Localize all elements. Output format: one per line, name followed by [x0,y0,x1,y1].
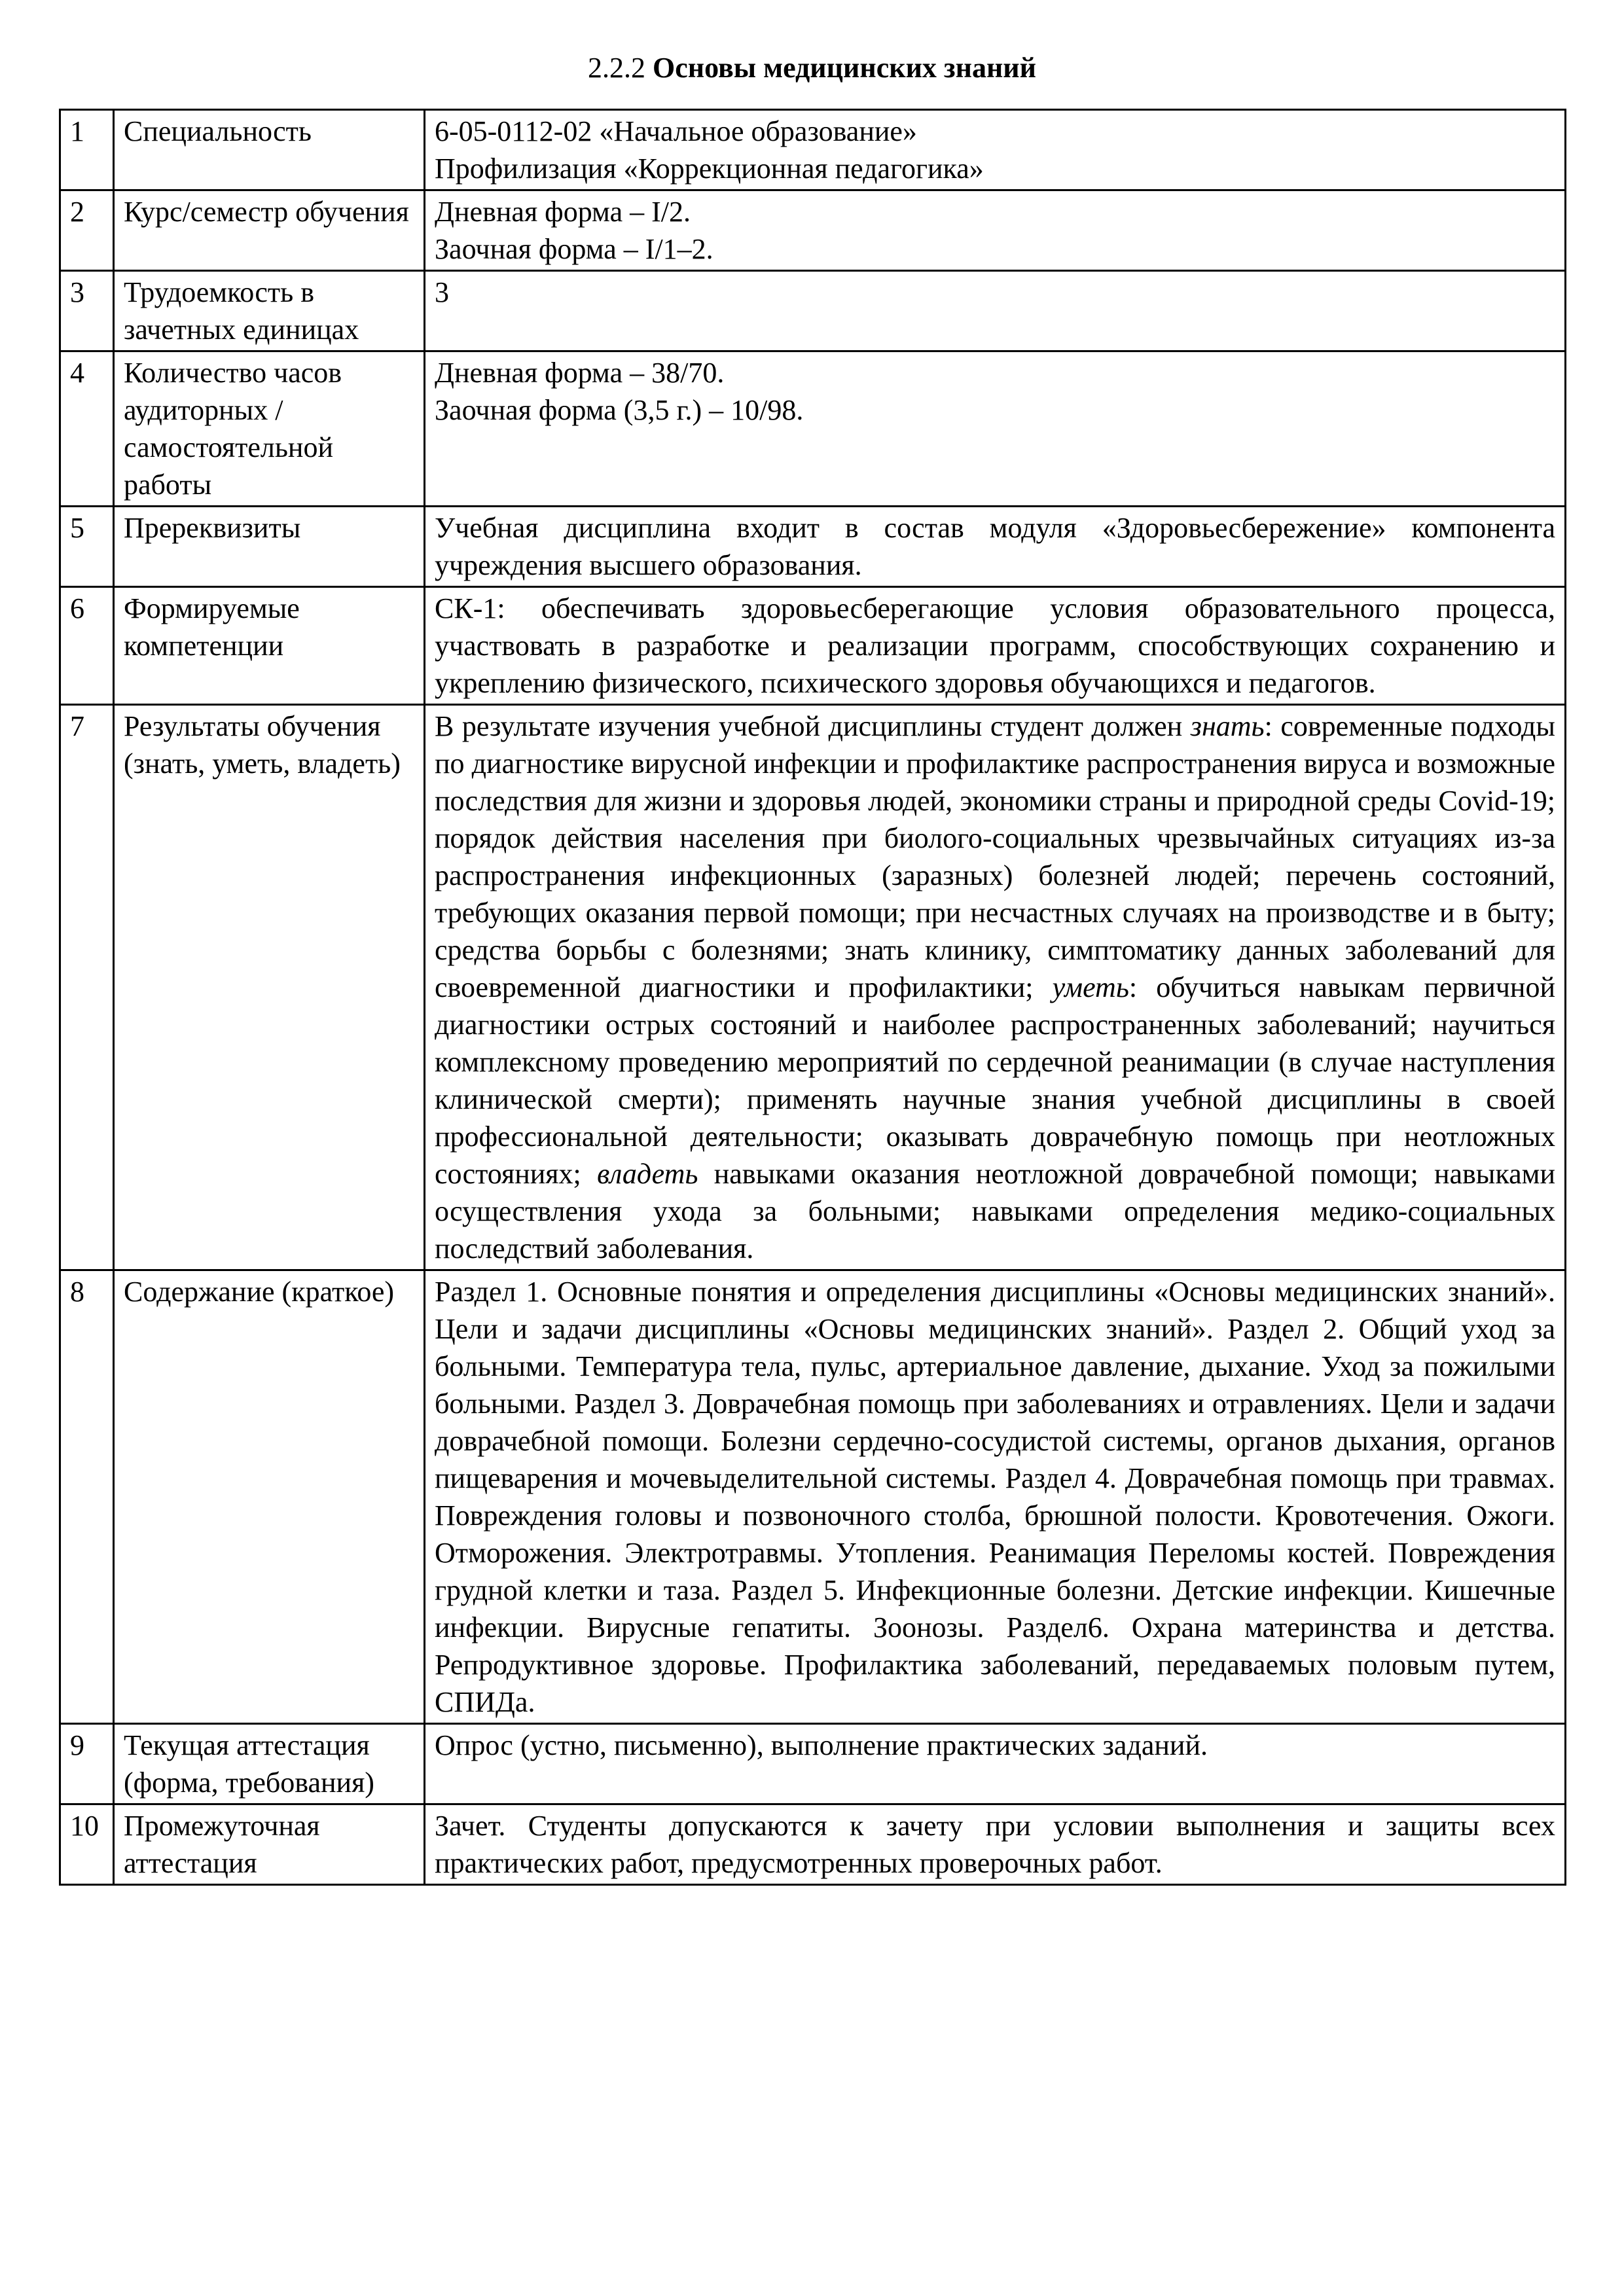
table-row [60,110,1566,190]
table-row [60,705,1566,1270]
row-label: Курс/семестр обучения [114,190,425,271]
row-value [425,705,1566,1270]
row-number: 2 [60,190,114,271]
row-label: Трудоемкость в зачетных единицах [114,271,425,351]
results-text: : современные подходы по диагностике вирусной инфекции и профилактике распространения вируса и возможные последствия для жизни и здоровья людей, экономики страны и природной среды Covid-19; порядок действия населения при биолого-социальных чрезвычайных ситуациях из-за распространения инфекционных (заразных) болезней людей; перечень состояний, требующих оказания первой помощи; при несчастных случаях на производстве и в быту; средства борьбы с болезнями; знать клинику, симптоматику данных заболеваний для своевременной диагностики и профилактики; [435,710,1555,1003]
row-label: Специальность [114,110,425,190]
table-row [60,351,1566,507]
value-line: Заочная форма (3,5 г.) – 10/98. [435,394,804,426]
row-number: 9 [60,1724,114,1804]
table-row [60,1724,1566,1804]
row-label: Результаты обучения (знать, уметь, владеть) [114,705,425,1270]
table-row [60,507,1566,587]
row-label: Пререквизиты [114,507,425,587]
section-title: Основы медицинских знаний [652,52,1037,84]
row-number: 4 [60,351,114,507]
row-label: Содержание (краткое) [114,1270,425,1724]
course-spec-table [59,109,1566,1886]
table-row [60,1270,1566,1724]
row-value: Раздел 1. Основные понятия и определения дисциплины «Основы медицинских знаний». Цели и задачи дисциплины «Основы медицинских знаний». Раздел 2. Общий уход за больными. Температура тела, пульс, артериальное давление, дыхание. Уход за пожилыми больными. Раздел 3. Доврачебная помощь при заболеваниях и отравлениях. Цели и задачи доврачебной помощи. Болезни сердечно-сосудистой системы, органов дыхания, органов пищеварения и мочевыделительной системы. Раздел 4. Доврачебная помощь при травмах. Повреждения головы и позвоночного столба, брюшной полости. Кровотечения. Ожоги. Отморожения. Электротравмы. Утопления. Реанимация Переломы костей. Повреждения грудной клетки и таза. Раздел 5. Инфекционные болезни. Детские инфекции. Кишечные инфекции. Вирусные гепатиты. Зоонозы. Раздел6. Охрана материнства и детства. Репродуктивное здоровье. Профилактика заболеваний, передаваемых половым путем, СПИДа. [425,1270,1566,1724]
row-value: Зачет. Студенты допускаются к зачету при условии выполнения и защиты всех практических работ, предусмотренных проверочных работ. [425,1804,1566,1885]
row-value: Опрос (устно, письменно), выполнение практических заданий. [425,1724,1566,1804]
keyword-know: знать [1190,710,1265,742]
row-number: 5 [60,507,114,587]
row-number: 6 [60,587,114,705]
table-row [60,271,1566,351]
row-value: 3 [425,271,1566,351]
page-title [0,51,1624,85]
table-row [60,1804,1566,1885]
row-value [425,190,1566,271]
results-text: : обучиться навыкам первичной диагностики острых состояний и наиболее распространенных заболеваний; научиться комплексному проведению мероприятий по сердечной реанимации (в случае наступления клинической смерти); применять научные знания учебной дисциплины в своей профессиональной деятельности; оказывать доврачебную помощь при неотложных состояниях; [435,971,1555,1190]
keyword-own: владеть [597,1158,698,1190]
row-label: Текущая аттестация (форма, требования) [114,1724,425,1804]
results-text: навыками оказания неотложной доврачебной помощи; навыками осуществления ухода за больными; навыками определения медико-социальных последствий заболевания. [435,1158,1555,1265]
row-value [425,351,1566,507]
value-line: 6-05-0112-02 «Начальное образование» [435,115,917,147]
row-value [425,110,1566,190]
row-value: Учебная дисциплина входит в состав модуля «Здоровьесбережение» компонента учреждения высшего образования. [425,507,1566,587]
value-line: Дневная форма – 38/70. [435,357,725,389]
results-text: В результате изучения учебной дисциплины студент должен [435,710,1191,742]
keyword-able: уметь [1052,971,1129,1003]
row-value: СК-1: обеспечивать здоровьесберегающие условия образовательного процесса, участвовать в разработке и реализации программ, способствующих сохранению и укреплению физического, психического здоровья обучающихся и педагогов. [425,587,1566,705]
row-number: 10 [60,1804,114,1885]
section-number: 2.2.2 [587,52,645,84]
row-number: 1 [60,110,114,190]
row-number: 7 [60,705,114,1270]
value-line: Дневная форма – I/2. [435,196,691,228]
value-line: Профилизация «Коррекционная педагогика» [435,152,984,185]
row-label: Формируемые компетенции [114,587,425,705]
table-row [60,190,1566,271]
row-label: Промежуточная аттестация [114,1804,425,1885]
row-label: Количество часов аудиторных / самостоятельной работы [114,351,425,507]
table-row [60,587,1566,705]
row-number: 3 [60,271,114,351]
row-number: 8 [60,1270,114,1724]
value-line: Заочная форма – I/1–2. [435,233,713,265]
